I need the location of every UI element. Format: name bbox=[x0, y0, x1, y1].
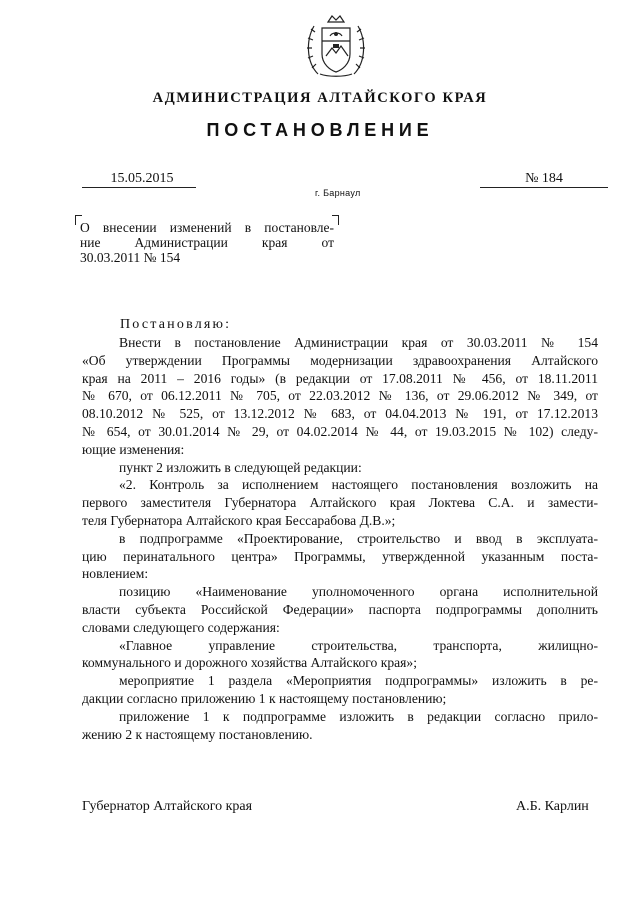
organization-title: АДМИНИСТРАЦИЯ АЛТАЙСКОГО КРАЯ bbox=[152, 90, 488, 106]
body-line: коммунального и дорожного хозяйства Алтайского края»; bbox=[82, 655, 417, 671]
body-line: новлением: bbox=[82, 566, 149, 582]
subject-line: О внесении изменений в постановле- bbox=[80, 220, 334, 235]
coat-of-arms-emblem-icon bbox=[300, 10, 372, 80]
body-line: «2. Контроль за исполнением настоящего постановления возложить на bbox=[119, 477, 598, 493]
body-line: края на 2011 – 2016 годы» (в редакции от 17.08.2011 № 456, от 18.11.2011 bbox=[82, 370, 598, 386]
body-line: 08.10.2012 № 525, от 13.12.2012 № 683, от 04.04.2013 № 191, от 17.12.2013 bbox=[82, 406, 598, 422]
body-line: приложение 1 к подпрограмме изложить в редакции согласно прило- bbox=[119, 708, 598, 724]
document-type-title: ПОСТАНОВЛЕНИЕ bbox=[206, 120, 434, 140]
body-line: цию перинатального центра» Программы, утвержденной указанным поста- bbox=[82, 548, 598, 564]
body-line: № 670, от 06.12.2011 № 705, от 22.03.2012 № 136, от 29.06.2012 № 349, от bbox=[82, 388, 598, 404]
body-line: «Об утверждении Программы модернизации здравоохранения Алтайского bbox=[82, 352, 598, 368]
body-line: в подпрограмме «Проектирование, строительство и ввод в эксплуата- bbox=[119, 530, 598, 546]
body-line: «Главное управление строительства, транспорта, жилищно- bbox=[119, 637, 598, 653]
body-line: жению 2 к настоящему постановлению. bbox=[82, 726, 313, 742]
body-line: словами следующего содержания: bbox=[82, 619, 280, 635]
body-line: мероприятие 1 раздела «Мероприятия подпрограммы» изложить в ре- bbox=[119, 673, 598, 689]
document-date-field bbox=[82, 171, 196, 188]
body-line: № 654, от 30.01.2014 № 29, от 04.02.2014 № 44, от 19.03.2015 № 102) следу- bbox=[82, 423, 598, 439]
document-number: № 184 bbox=[525, 171, 563, 186]
decree-word: Постановляю: bbox=[120, 317, 232, 332]
subject-line: ние Администрации края от bbox=[80, 235, 334, 250]
body-line: Внести в постановление Администрации края от 30.03.2011 № 154 bbox=[119, 335, 598, 350]
body-line: дакции согласно приложению 1 к настоящему постановлению; bbox=[82, 690, 447, 706]
body-line: позицию «Наименование уполномоченного органа исполнительной bbox=[119, 584, 598, 600]
document-number-field bbox=[480, 171, 608, 188]
body-line: первого заместителя Губернатора Алтайского края Локтева С.А. и замести- bbox=[82, 495, 598, 511]
body-line: власти субъекта Российской Федерации» паспорта подпрограммы дополнить bbox=[82, 601, 598, 617]
body-line: теля Губернатора Алтайского края Бессарабова Д.В.»; bbox=[82, 512, 396, 528]
body-line: ющие изменения: bbox=[82, 441, 185, 457]
subject-line: 30.03.2011 № 154 bbox=[80, 250, 181, 265]
document-city: г. Барнаул bbox=[315, 188, 361, 198]
document-body bbox=[82, 334, 598, 743]
signatory-role: Губернатор Алтайского края bbox=[82, 799, 253, 814]
body-line: пункт 2 изложить в следующей редакции: bbox=[119, 459, 362, 475]
document-subject bbox=[80, 220, 334, 265]
document-date: 15.05.2015 bbox=[110, 171, 174, 186]
signatory-name: А.Б. Карлин bbox=[516, 799, 589, 814]
